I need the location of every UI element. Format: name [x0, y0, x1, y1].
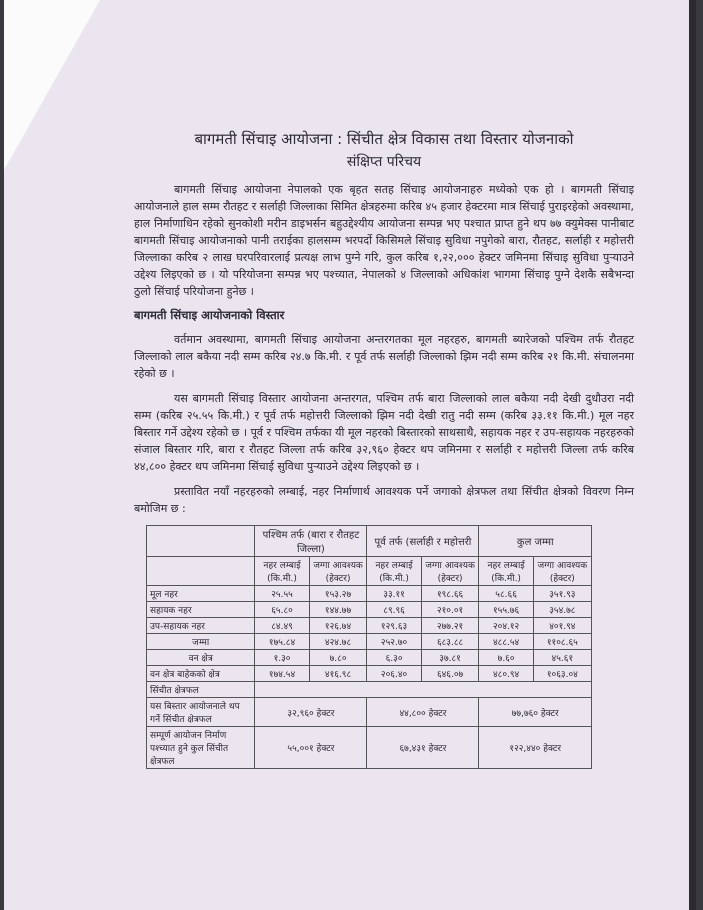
scanned-page [4, 0, 696, 910]
scan-edge [689, 0, 696, 910]
folded-corner [4, 0, 100, 170]
canal-table [146, 525, 592, 769]
subheader: नहर लम्बाई (कि.मी.) [367, 557, 421, 586]
paragraph-intro: बागमती सिंचाइ आयोजना नेपालको एक बृहत सतह सिंचाइ आयोजनाहरु मध्येको एक हो । बागमती सिंचाइ आयोजनाले हाल सम्म रौतहट र सर्लाही जिल्लाका सिमित क्षेत्रहरुमा करिब ४५ हजार हेक्टरमा मात्र सिंचाई पुराइरहेको अवस्थामा, हाल निर्माणाधिन रहेको सुनकोशी मरीन डाइभर्सन बहुउद्देश्यीय आयोजना सम्पन्न भए पश्चात प्राप्त हुने थप ७७ क्युमेक्स पानीबाट बागमती सिंचाइ आयोजनाको पानी तराईका हालसम्म भरपर्दो किसिमले सिंचाइ सुविधा नपुगेको बारा, रौतहट, सर्लाही र महोत्तरी जिल्लाका करिब २ लाख घरपरिवारलाई प्रत्यक्ष लाभ पुग्ने गरि, कुल करिब १,२२,००० हेक्टर जमिनमा सिंचाइ सुविधा पुऱ्याउने उद्देश्य लिइएको छ । यो परियोजना सम्पन्न भए पश्च्यात, नेपालको ४ जिल्लाको अधिकांश भागमा सिंचाइ पुग्ने देशकै सबैभन्दा ठुलो सिंचाई परियोजना हुनेछ । [134, 183, 634, 298]
table-row: सहायक नहर ६५.८० १४४.७७ ८९.९६ २१०.०१ १५५.७६ ३५४.७८ [147, 602, 592, 618]
table-group-row [147, 526, 592, 557]
irrigated-header-row: सिंचीत क्षेत्रफल [147, 682, 592, 698]
document-title: बागमती सिंचाइ आयोजना : सिंचीत क्षेत्र विकास तथा विस्तार योजनाको [194, 130, 574, 148]
group-header: पश्चिम तर्फ (बारा र रौतहट जिल्ला) [255, 526, 367, 557]
group-header: पूर्व तर्फ (सर्लाही र महोत्तरी [367, 526, 479, 557]
group-header: कुल जम्मा [479, 526, 592, 557]
table-row: जम्मा १७५.८४ ४२४.७८ २५२.७० ६८३.८८ ४८८.५४ ११०८.६५ [147, 634, 592, 650]
irrigated-row: यस बिस्तार आयोजनाले थप गर्ने सिंचीत क्षेत्रफल ३२,९६० हेक्टर ४४,८०० हेक्टर ७७,७६० हेक्टर [147, 698, 592, 727]
section-heading: बागमती सिंचाइ आयोजनाको विस्तार [134, 308, 285, 322]
document-subtitle: संक्षिप्त परिचय [346, 154, 422, 170]
table-row: वन क्षेत्र १.३० ७.८० ६.३० ३७.८१ ७.६० ४५.६१ [147, 650, 592, 666]
subheader: जग्गा आवश्यक (हेक्टर) [533, 557, 591, 586]
table-row: वन क्षेत्र बाहेकको क्षेत्र १७४.५४ ४१६.९८ २०६.४० ६४६.०७ ४८०.९४ १०६३.०४ [147, 666, 592, 682]
irrigated-row: सम्पूर्ण आयोजन निर्माण पश्च्यात हुने कुल सिंचीत क्षेत्रफल ५५,००१ हेक्टर ६७,४३१ हेक्टर १२२,४४० हेक्टर [147, 727, 592, 769]
paragraph-table-intro: प्रस्तावित नयाँ नहरहरुको लम्बाई, नहर निर्माणार्थ आवश्यक पर्ने जगाको क्षेत्रफल तथा सिंचीत क्षेत्रको विवरण निम्न बमोजिम छ : [134, 485, 634, 515]
paragraph-expansion: यस बागमती सिंचाइ विस्तार आयोजना अन्तरगत, पश्चिम तर्फ बारा जिल्लाको लाल बकैया नदी देखी दुधौउरा नदी सम्म (करिब २५.५५ कि.मी.) र पूर्व तर्फ महोत्तरी जिल्लाको झिम नदी देखी रातु नदी सम्म (करिब ३३.११ कि.मी.) मूल नहर बिस्तार गर्ने उद्देश्य रहेको छ । पूर्व र पश्चिम तर्फका यी मूल नहरको बिस्तारको साथसाथै, सहायक नहर र उप-सहायक नहरहरुको संजाल बिस्तार गरि, बारा र रौतहट जिल्ला तर्फ करिब ३२,९६० हेक्टर थप जमिनमा र सर्लाही र महोत्तरी जिल्ला तर्फ करिब ४४,८०० हेक्टर थप जमिनमा सिंचाई सुविधा पुऱ्याउने उद्देश्य लिइएको छ । [134, 392, 634, 473]
subheader: जग्गा आवश्यक (हेक्टर) [309, 557, 367, 586]
subheader: नहर लम्बाई (कि.मी.) [479, 557, 533, 586]
table-subheader-row [147, 557, 592, 586]
table-row: उप-सहायक नहर ८४.४९ १२६.७४ १२९.६३ २७७.२१ २०४.१२ ४०१.९४ [147, 618, 592, 634]
paragraph-current: वर्तमान अवस्थामा, बागमती सिंचाइ आयोजना अन्तरगतका मूल नहरहरु, बागमती ब्यारेजको पश्चिम तर्फ रौतहट जिल्लाको लाल बकैया नदी सम्म करिब २४.७ कि.मी. र पूर्व तर्फ सर्लाही जिल्लाको झिम नदी सम्म करिब २१ कि.मी. संचालनमा रहेको छ । [134, 333, 634, 380]
subheader: जग्गा आवश्यक (हेक्टर) [421, 557, 479, 586]
document-body [134, 128, 634, 769]
subheader: नहर लम्बाई (कि.मी.) [255, 557, 309, 586]
table-row: मूल नहर २५.५५ १५३.२७ ३३.११ १९८.६६ ५८.६६ ३५१.९३ [147, 586, 592, 602]
